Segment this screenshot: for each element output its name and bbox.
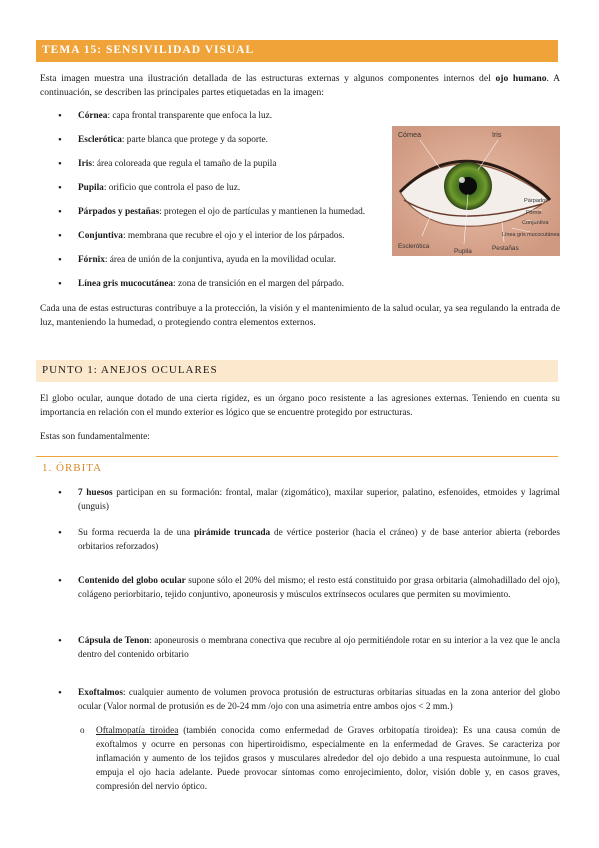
item-bold: Contenido del globo ocular [78, 576, 186, 586]
term: Fórnix [78, 255, 105, 265]
item-pre: Su forma recuerda la de una [78, 528, 195, 538]
list-item [40, 253, 380, 277]
intro-text-end: . A continuación, se describen las principales partes etiquetadas en la imagen: [40, 73, 560, 98]
item-bold: 7 huesos [78, 488, 113, 498]
desc: : membrana que recubre el ojo y el interior de los párpados. [122, 231, 345, 241]
term: Iris [78, 159, 92, 169]
item-text: de vértice posterior (hacia el cráneo) y de base anterior abierta (rebordes orbitarios reforzados) [78, 528, 561, 552]
term: Esclerótica [78, 135, 122, 145]
list-item [40, 486, 560, 514]
item-text: : aponeurosis o membrana conectiva que recubre al ojo permitiéndole rotar en su interior a la vez que le ancla dentro del contenido orbitario [78, 636, 560, 660]
list-item [40, 157, 380, 181]
desc: : área coloreada que regula el tamaño de la pupila [91, 159, 277, 169]
subsection-title: 1. ÓRBITA [42, 462, 103, 474]
section-paragraph: El globo ocular, aunque dotado de una cierta rigidez, es un órgano poco resistente a las agresiones externas. Teniendo en cuenta su importancia en relación con el mundo exterior es lógico que se encuentre protegido por estructuras. [40, 394, 560, 418]
sub-item-text: (también conocida como enfermedad de Graves orbitopatía tiroidea): Es una causa común de exoftalmos y ocurre en personas con hipertiroidismo, especialmente en la enfermedad de Graves. Se caracteriza por inflamación y aumento de los tejidos grasos y musculares alrededor del ojo debido a una respuesta autoinmune, lo cual empuja el ojo hacia adelante. Puede provocar síntomas como enrojecimiento, dolor, visión doble y, en casos graves, compresión del nervio óptico. [96, 726, 560, 792]
closing-paragraph: Cada una de estas estructuras contribuye a la protección, la visión y el mantenimiento de la salud ocular, ya sea regulando la entrada de luz, manteniendo la humedad, o protegiendo contra elementos externos. [40, 303, 560, 328]
item-text: participan en su formación: frontal, malar (zigomático), maxilar superior, palatino, esfenoides, etmoides y lagrimal (unguis) [78, 488, 560, 512]
sub-bullet-marker: o [80, 725, 85, 735]
sub-item [96, 724, 560, 794]
intro-text: Esta imagen muestra una ilustración detallada de las estructuras externas y algunos componentes internos del [40, 73, 496, 84]
desc: : parte blanca que protege y da soporte. [121, 135, 268, 145]
intro-bold: ojo humano [495, 73, 547, 84]
list-item [40, 574, 560, 602]
label-parpados: Párpados [524, 198, 548, 204]
item-bold: Exoftalmos [78, 688, 123, 698]
label-conjuntiva: Conjuntiva [522, 220, 549, 226]
label-pestanas: Pestañas [492, 245, 519, 252]
section-title: PUNTO 1: ANEJOS OCULARES [42, 364, 218, 376]
item-bold: pirámide truncada [194, 528, 271, 538]
label-fornix: Fórnix [526, 210, 542, 216]
sub-item-underlined: Oftalmopatía tiroidea [96, 726, 179, 736]
desc: : capa frontal transparente que enfoca la luz. [107, 111, 273, 121]
list-item [40, 229, 380, 253]
list-item [40, 526, 560, 554]
list-item [40, 205, 380, 229]
intro-paragraph [40, 72, 560, 100]
desc: : orificio que controla el paso de luz. [103, 183, 241, 193]
list-item [40, 686, 560, 714]
eye-illustration [392, 126, 560, 256]
subsection-heading [36, 456, 558, 477]
item-bold: Cápsula de Tenon [78, 636, 150, 646]
item-text: supone sólo el 20% del mismo; el resto está constituido por grasa orbitaria (almohadillado del ojo), colágeno periorbitario, tejido conjuntivo, aponeurosis y músculos extrínsecos oculares que permiten su movimiento. [78, 576, 560, 600]
desc: : zona de transición en el margen del párpado. [173, 279, 345, 289]
term: Pupila [78, 183, 104, 193]
highlight [459, 177, 465, 183]
term: Conjuntiva [78, 231, 123, 241]
label-linea-gris: Línea gris mucocutánea [502, 232, 560, 238]
list-item [40, 277, 380, 301]
desc: : protegen el ojo de partículas y mantienen la humedad. [159, 207, 366, 217]
list-item [40, 133, 380, 157]
eye-diagram [392, 126, 560, 256]
eye-parts-list [40, 109, 380, 301]
list-item [40, 109, 380, 133]
section-paragraph-2: Estas son fundamentalmente: [40, 432, 150, 442]
section-banner [36, 360, 558, 382]
list-item [40, 181, 380, 205]
term: Línea gris mucocutánea [78, 279, 174, 289]
topic-title: TEMA 15: SENSIVILIDAD VISUAL [42, 44, 255, 56]
topic-banner [36, 40, 558, 62]
term: Párpados y pestañas [78, 207, 160, 217]
list-item [40, 634, 560, 662]
label-esclerotica: Esclerótica [398, 243, 430, 250]
label-iris: Iris [492, 132, 502, 139]
term: Córnea [78, 111, 108, 121]
item-text: : cualquier aumento de volumen provoca protusión de estructuras orbitarias situadas en la zona anterior del globo ocular (Valor normal de protusión es de 20-24 mm /ojo con una asimetría entre ambos ojos < 2 mm.) [78, 688, 560, 712]
label-pupila: Pupila [454, 248, 472, 255]
label-cornea: Córnea [398, 132, 421, 139]
desc: : área de unión de la conjuntiva, ayuda en la movilidad ocular. [104, 255, 336, 265]
